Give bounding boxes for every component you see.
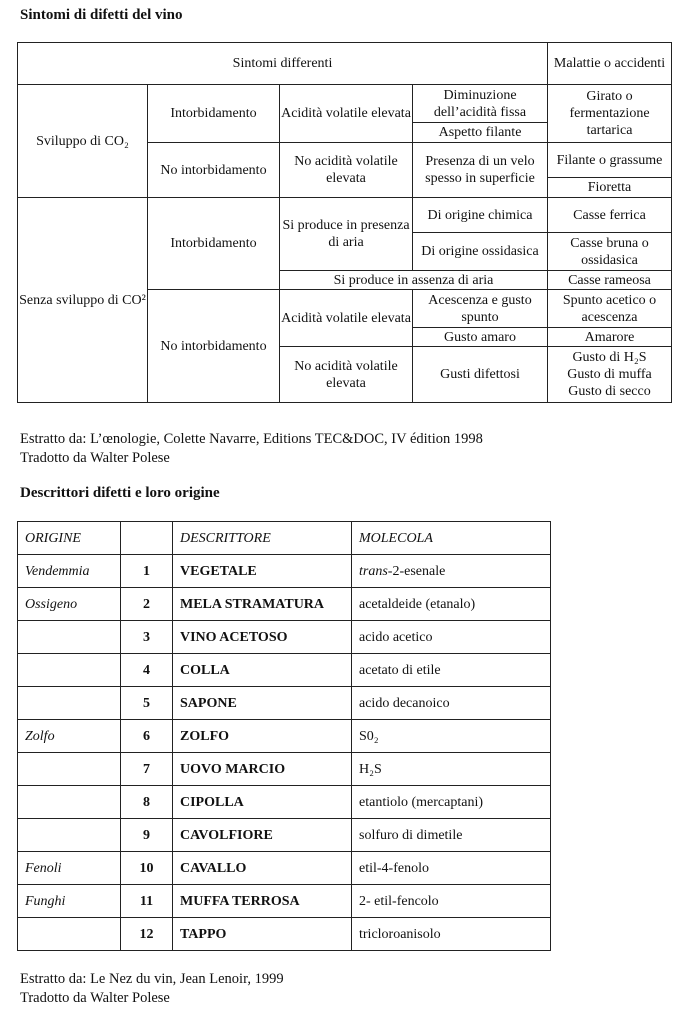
filante-cell: Filante o grassume	[548, 143, 672, 178]
table-row: 3 VINO ACETOSO acido acetico	[18, 621, 551, 654]
col-descriptor-header: DESCRITTORE	[173, 522, 352, 555]
filament-cell: Aspetto filante	[413, 123, 548, 143]
h2s-taste: Gusto di H₂S	[572, 350, 647, 365]
acescence-cell: Acescenza e gusto spunto	[413, 290, 548, 328]
table-row: 7 UOVO MARCIO H₂S	[18, 753, 551, 786]
amarore-cell: Amarore	[548, 328, 672, 347]
bitter-cell: Gusto amaro	[413, 328, 548, 347]
off-tastes-list-cell	[548, 347, 672, 403]
table-row: Zolfo 6 ZOLFO S0₂	[18, 720, 551, 753]
table-row: 5 SAPONE acido decanoico	[18, 687, 551, 720]
dry-taste: Gusto di secco	[568, 384, 651, 399]
mould-taste: Gusto di muffa	[567, 367, 652, 382]
table-row: 4 COLLA acetato di etile	[18, 654, 551, 687]
air-presence-cell: Si produce in presenza di aria	[280, 198, 413, 271]
off-tastes-cell: Gusti difettosi	[413, 347, 548, 403]
table-row: 12 TAPPO tricloroanisolo	[18, 918, 551, 951]
turbid-cell-2: Intorbidamento	[148, 198, 280, 290]
veil-cell: Presenza di un velo spesso in superficie	[413, 143, 548, 198]
girato-cell: Girato o fermentazione tartarica	[548, 85, 672, 143]
no-co2-development-cell: Senza sviluppo di CO²	[18, 198, 148, 403]
not-turbid-cell: No intorbidamento	[148, 143, 280, 198]
table-row: 9 CAVOLFIORE solfuro di dimetile	[18, 819, 551, 852]
not-turbid-cell-2: No intorbidamento	[148, 290, 280, 403]
volatile-no-cell: No acidità volatile elevata	[280, 143, 413, 198]
title-sintomi: Sintomi di difetti del vino	[20, 7, 183, 23]
chemical-origin-cell: Di origine chimica	[413, 198, 548, 233]
fixed-acid-cell: Diminuzione dell’acidità fissa	[413, 85, 548, 123]
co2-development-cell: Sviluppo di CO₂	[18, 85, 148, 198]
descriptors-table	[17, 521, 551, 951]
col-number-header	[121, 522, 173, 555]
source-note-1: Estratto da: L’œnologie, Colette Navarre, Editions TEC&DOC, IV édition 1998 Tradotto da Walter Polese	[20, 431, 483, 466]
turbid-cell: Intorbidamento	[148, 85, 280, 143]
header-symptoms: Sintomi differenti	[18, 43, 548, 85]
header-diseases: Malattie o accidenti	[548, 43, 672, 85]
col-molecule-header: MOLECOLA	[352, 522, 551, 555]
source-note-2: Estratto da: Le Nez du vin, Jean Lenoir, 1999 Tradotto da Walter Polese	[20, 971, 284, 1006]
spunto-cell: Spunto acetico o acescenza	[548, 290, 672, 328]
air-absence-cell: Si produce in assenza di aria	[280, 271, 548, 290]
volatile-high-cell-2: Acidità volatile elevata	[280, 290, 413, 347]
volatile-high-cell: Acidità volatile elevata	[280, 85, 413, 143]
oxid-origin-cell: Di origine ossidasica	[413, 233, 548, 271]
title-descrittori: Descrittori difetti e loro origine	[20, 485, 220, 501]
volatile-no-cell-2: No acidità volatile elevata	[280, 347, 413, 403]
table-row: Fenoli 10 CAVALLO etil-4-fenolo	[18, 852, 551, 885]
rameosa-cell: Casse rameosa	[548, 271, 672, 290]
table-row: Ossigeno 2 MELA STRAMATURA acetaldeide (etanalo)	[18, 588, 551, 621]
bruna-cell: Casse bruna o ossidasica	[548, 233, 672, 271]
ferrica-cell: Casse ferrica	[548, 198, 672, 233]
table-row: Vendemmia 1 VEGETALE trans-2-esenale	[18, 555, 551, 588]
fioretta-cell: Fioretta	[548, 178, 672, 198]
table-row: Funghi 11 MUFFA TERROSA 2- etil-fencolo	[18, 885, 551, 918]
symptoms-table	[17, 42, 672, 403]
col-origin-header: ORIGINE	[18, 522, 121, 555]
table-row: 8 CIPOLLA etantiolo (mercaptani)	[18, 786, 551, 819]
